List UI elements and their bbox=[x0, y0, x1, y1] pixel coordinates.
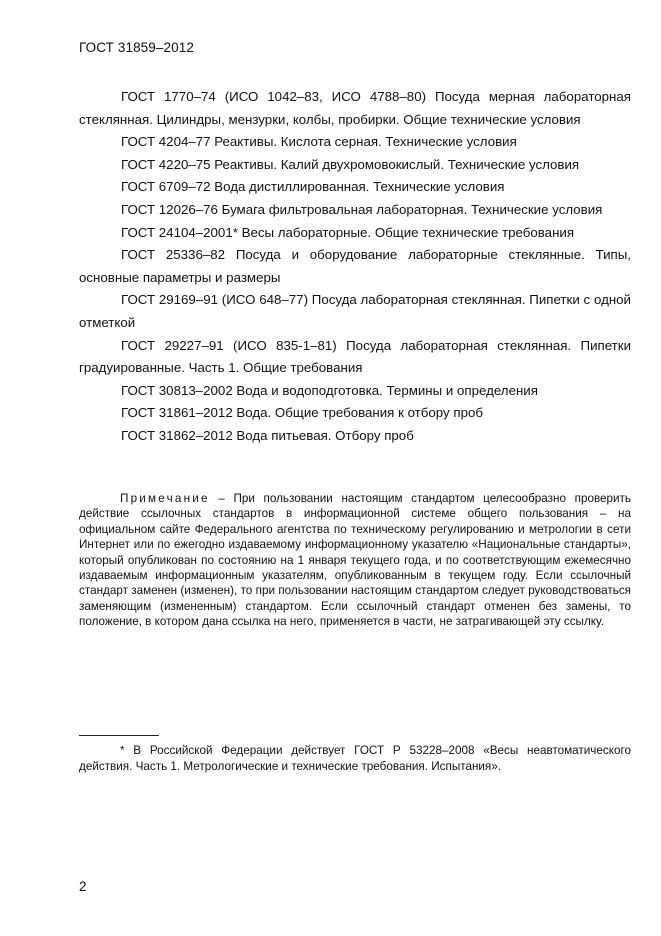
page-number: 2 bbox=[79, 879, 87, 894]
footnote: * В Российской Федерации действует ГОСТ Р 53228–2008 «Весы неавтоматического действия. Часть 1. Метрологические и технические требования. Испытания». bbox=[79, 744, 631, 773]
note-paragraph bbox=[79, 491, 631, 630]
note-text: – При пользовании настоящим стандартом целесообразно проверить действие ссылочных стандартов в информационной системе общего пользования – на официальном сайте Федерального агентства по техническому регулированию и метрологии в сети Интернет или по ежегодно издаваемому информационному указателю «Национальные стандарты», который опубликован по состоянию на 1 января текущего года, и по соответствующим ежемесячно издаваемым информационным указателям, опубликованным в текущем году. Если ссылочный стандарт заменен (изменен), то при пользовании настоящим стандартом следует руководствоваться заменяющим (измененным) стандартом. Если ссылочный стандарт отменен без замены, то положение, в котором дана ссылка на него, применяется в части, не затрагивающей эту ссылку. bbox=[79, 492, 631, 629]
normative-references-list bbox=[79, 86, 631, 448]
reference-item: ГОСТ 24104–2001* Весы лабораторные. Общие технические требования bbox=[121, 224, 575, 240]
reference-item: ГОСТ 29227–91 (ИСО 835-1–81) Посуда лабораторная стеклянная. Пипетки градуированные. Часть 1. Общие требования bbox=[79, 337, 631, 376]
footnote-divider bbox=[79, 735, 159, 736]
reference-item: ГОСТ 6709–72 Вода дистиллированная. Технические условия bbox=[121, 179, 505, 195]
reference-item: ГОСТ 31861–2012 Вода. Общие требования к отбору проб bbox=[121, 405, 483, 421]
reference-item: ГОСТ 12026–76 Бумага фильтровальная лабораторная. Технические условия bbox=[121, 201, 603, 217]
reference-item: ГОСТ 31862–2012 Вода питьевая. Отбору проб bbox=[121, 427, 414, 443]
page-header-doc-code: ГОСТ 31859–2012 bbox=[79, 40, 194, 55]
reference-item: ГОСТ 4220–75 Реактивы. Калий двухромовокислый. Технические условия bbox=[121, 156, 580, 172]
reference-item: ГОСТ 4204–77 Реактивы. Кислота серная. Технические условия bbox=[121, 134, 517, 150]
reference-item: ГОСТ 30813–2002 Вода и водоподготовка. Термины и определения bbox=[121, 382, 538, 398]
reference-item: ГОСТ 25336–82 Посуда и оборудование лабораторные стеклянные. Типы, основные параметры и размеры bbox=[79, 247, 631, 285]
reference-item: ГОСТ 29169–91 (ИСО 648–77) Посуда лабораторная стеклянная. Пипетки с одной отметкой bbox=[79, 292, 631, 330]
note-label: Примечание bbox=[120, 492, 210, 505]
reference-item: ГОСТ 1770–74 (ИСО 1042–83, ИСО 4788–80) Посуда мерная лабораторная стеклянная. Цилиндры, мензурки, колбы, пробирки. Общие технические условия bbox=[79, 89, 631, 127]
